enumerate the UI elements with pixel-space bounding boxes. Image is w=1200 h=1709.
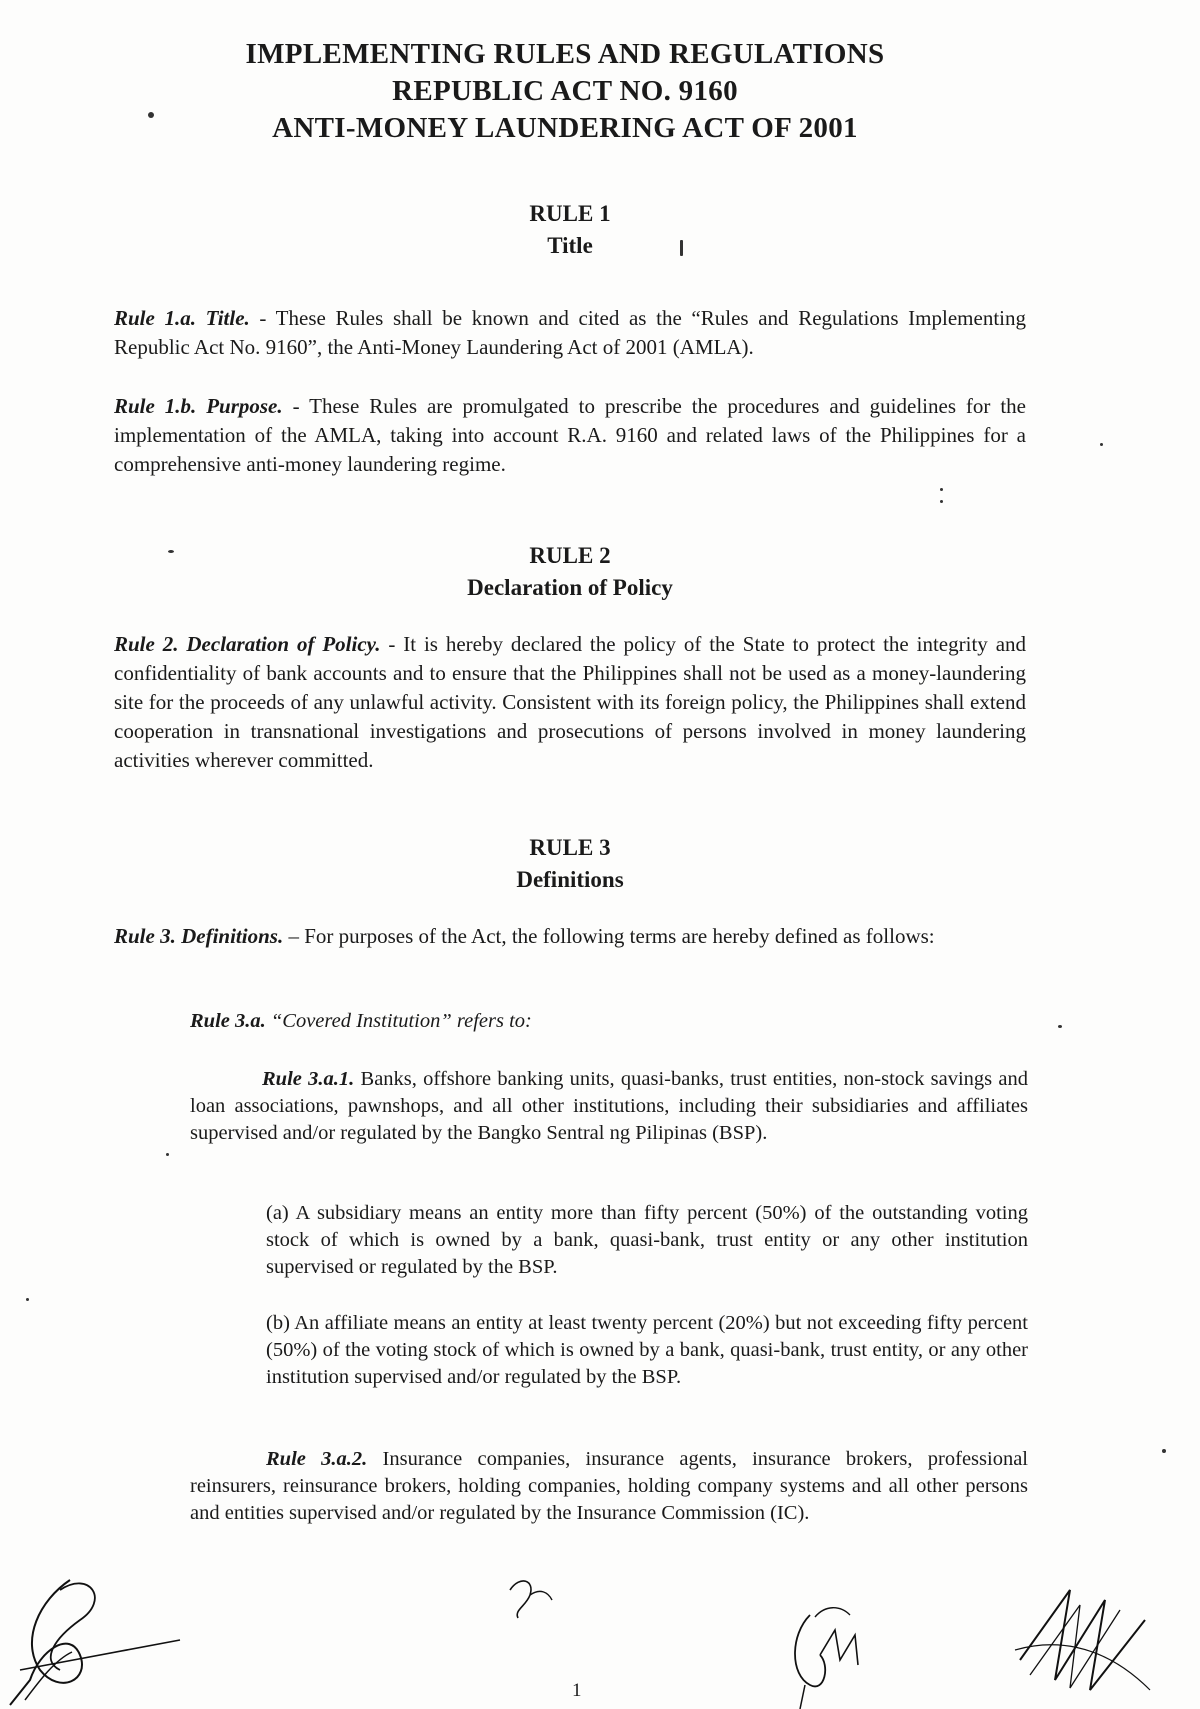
rule-3a2-text: Insurance companies, insurance agents, insurance brokers, professional reinsurers, reinsurance brokers, holding companies, holding company systems and all other persons and entities supervised and/or regulated by the Insurance Commission (IC). (190, 1448, 1028, 1524)
rule-3a1-lead: Rule 3.a.1. (262, 1068, 355, 1090)
rule-2-title: Declaration of Policy (467, 575, 673, 600)
rule-3a2-lead: Rule 3.a.2. (266, 1448, 368, 1470)
scan-speck (1058, 1025, 1062, 1028)
rule-1a-lead: Rule 1.a. Title. (114, 306, 250, 330)
rule-3a1-paragraph (190, 1066, 1028, 1147)
rule-3a-text: “Covered Institution” refers to: (265, 1010, 532, 1032)
signature-right-2 (1010, 1580, 1160, 1709)
scan-speck (1100, 443, 1103, 446)
rule-3a2-paragraph (190, 1446, 1028, 1527)
rule-3a1-text: Banks, offshore banking units, quasi-banks, trust entities, non-stock savings and loan associations, pawnshops, and all other institutions, including their subsidiaries and affiliates supervised and/or regulated by the Bangko Sentral ng Pilipinas (BSP). (190, 1068, 1028, 1144)
rule-1a-text: - These Rules shall be known and cited as the “Rules and Regulations Implementing Republic Act No. 9160”, the Anti-Money Laundering Act of 2001 (AMLA). (114, 306, 1026, 359)
header-line-3: ANTI-MONEY LAUNDERING ACT OF 2001 (272, 112, 858, 144)
rule-3-title: Definitions (516, 867, 624, 892)
item-b-text: (b) An affiliate means an entity at least twenty percent (20%) but not exceeding fifty percent (50%) of the voting stock of which is owned by a bank, quasi-bank, trust entity, or any other institution supervised and/or regulated by the BSP. (266, 1312, 1028, 1388)
page-number: 1 (572, 1680, 582, 1701)
header-line-1: IMPLEMENTING RULES AND REGULATIONS (245, 38, 885, 70)
rule-1-number: RULE 1 (529, 201, 611, 226)
rule-2-text: - It is hereby declared the policy of the State to protect the integrity and confidentiality of bank accounts and to ensure that the Philippines shall not be used as a money-laundering site for the proceeds of any unlawful activity. Consistent with its foreign policy, the Philippines shall extend cooperation in transnational investigations and prosecutions of persons involved in money laundering activities wherever committed. (114, 632, 1027, 772)
rule-2-number: RULE 2 (529, 543, 611, 568)
rule-1-heading (0, 198, 1140, 262)
signature-left (0, 1560, 200, 1709)
rule-2-lead: Rule 2. Declaration of Policy. (114, 632, 381, 656)
rule-1-title: Title (547, 233, 593, 258)
rule-2-paragraph (114, 630, 1026, 775)
item-a-text: (a) A subsidiary means an entity more than fifty percent (50%) of the outstanding voting stock of which is owned by a bank, quasi-bank, trust entity or any other institution supervised or regulated by the BSP. (266, 1202, 1028, 1278)
scan-speck (940, 500, 943, 503)
scan-speck (680, 240, 683, 256)
rule-1b-lead: Rule 1.b. Purpose. (114, 394, 283, 418)
rule-3a1-item-a (266, 1200, 1028, 1281)
rule-3a-line (190, 1010, 532, 1033)
header-line-2: REPUBLIC ACT NO. 9160 (392, 75, 738, 107)
rule-1a-paragraph (114, 304, 1026, 362)
signature-right-1 (780, 1595, 890, 1709)
scan-speck (148, 112, 154, 118)
rule-3-text: – For purposes of the Act, the following terms are hereby defined as follows: (283, 924, 935, 948)
scan-speck (168, 550, 174, 553)
scan-speck (26, 1298, 29, 1301)
scan-speck (940, 488, 943, 491)
rule-3a1-item-b (266, 1310, 1028, 1391)
rule-1b-paragraph (114, 392, 1026, 479)
rule-1b-text: - These Rules are promulgated to prescribe the procedures and guidelines for the implementation of the AMLA, taking into account R.A. 9160 and related laws of the Philippines for a comprehensive anti-money laundering regime. (114, 394, 1026, 476)
rule-3-paragraph (114, 922, 1026, 951)
signature-center-initial (500, 1570, 560, 1620)
rule-3-lead: Rule 3. Definitions. (114, 924, 284, 948)
rule-3a-lead: Rule 3.a. (190, 1010, 266, 1032)
rule-3-heading (0, 832, 1140, 896)
document-header (0, 36, 1130, 147)
scan-speck (1162, 1449, 1166, 1453)
scan-speck (166, 1153, 169, 1156)
rule-3-number: RULE 3 (529, 835, 611, 860)
